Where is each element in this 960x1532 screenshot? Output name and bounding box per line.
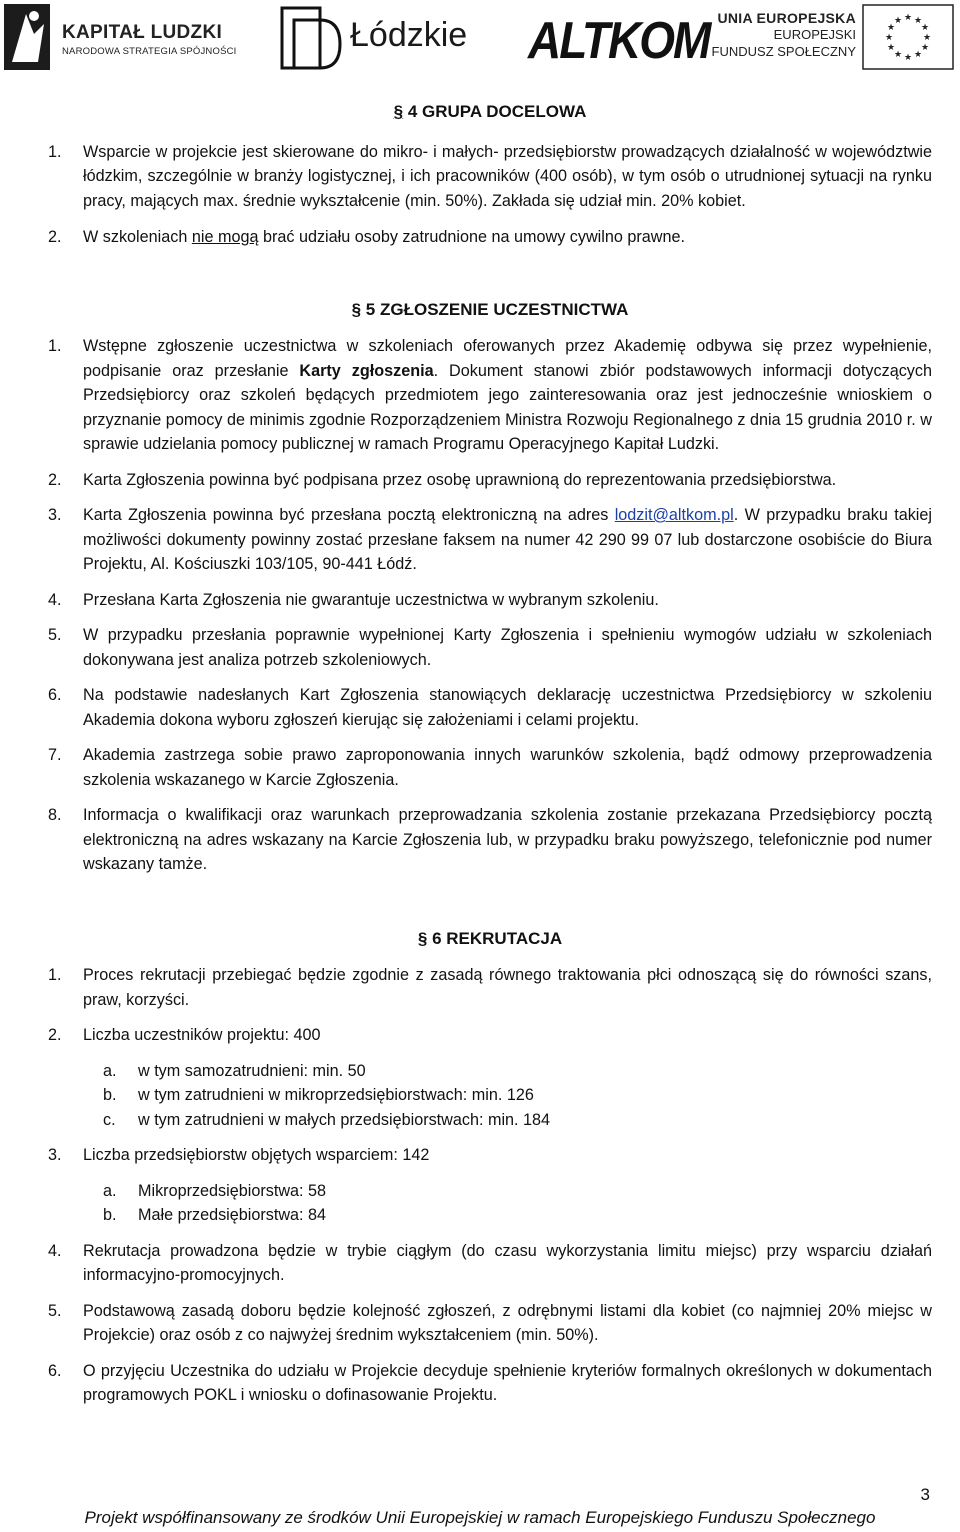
list-item — [48, 1239, 932, 1288]
item-text: Liczba przedsiębiorstw objętych wsparciem: 142 — [83, 1146, 430, 1164]
sub-item-letter: a. — [103, 1061, 117, 1080]
eu-line-3: FUNDUSZ SPOŁECZNY — [711, 44, 856, 59]
item-number: 2. — [48, 470, 62, 489]
item-text: O przyjęciu Uczestnika do udziału w Projekcie decyduje spełnienie kryteriów formalnych określonych w dokumentach programowych POKL i wniosku o dofinasowanie Projektu. — [83, 1361, 932, 1404]
lodzkie-logo — [280, 0, 470, 78]
bold-text: Karty zgłoszenia — [299, 361, 434, 380]
svg-text:★: ★ — [920, 43, 930, 53]
item-text: Liczba uczestników projektu: 400 — [83, 1026, 321, 1044]
page-number: 3 — [920, 1485, 930, 1504]
item-number: 1. — [48, 142, 62, 161]
item-text: Proces rekrutacji przebiegać będzie zgodnie z zasadą równego traktowania płci odnoszącą się do równości szans, praw, korzyści. — [83, 966, 932, 1009]
list-item — [48, 683, 932, 732]
document-body — [48, 96, 932, 1408]
item-number: 3. — [48, 506, 62, 524]
eu-flag-icon — [862, 4, 954, 70]
list-item — [48, 334, 932, 457]
sub-list-item — [48, 1179, 932, 1204]
item-text — [83, 225, 932, 250]
item-text: Informacja o kwalifikacji oraz warunkach przeprowadzania szkolenia zostanie przekazana Przedsiębiorcy pocztą elektroniczną na adres wskazany na Karcie Zgłoszenia lub, w przypadku braku powyższego, telefonicznie pod numer wskazany tamże. — [83, 806, 932, 873]
item-number: 7. — [48, 746, 62, 764]
section-6-title: 6 REKRUTACJA — [427, 928, 563, 948]
sub-list — [48, 1179, 932, 1228]
svg-text:★: ★ — [913, 50, 923, 60]
svg-text:★: ★ — [893, 50, 903, 60]
sub-item-text: Małe przedsiębiorstwa: 84 — [138, 1206, 327, 1224]
sub-item-letter: a. — [103, 1181, 117, 1200]
svg-text:★: ★ — [884, 33, 894, 43]
item-number: 1. — [48, 966, 62, 984]
kapital-ludzki-logo — [0, 0, 240, 78]
item-text: Na podstawie nadesłanych Kart Zgłoszenia stanowiących deklarację uczestnictwa Przedsiębiorcy w szkoleniu Akademia dokona wyboru zgłoszeń kierując się założeniami i celami projektu. — [83, 686, 932, 729]
item-number: 5. — [48, 1301, 62, 1320]
section-5-heading — [48, 298, 932, 323]
svg-text:★: ★ — [903, 13, 913, 23]
text-part: Karta Zgłoszenia powinna być przesłana pocztą elektroniczną na adres — [83, 506, 615, 524]
item-text: Karta Zgłoszenia powinna być podpisana przez osobę uprawnioną do reprezentowania przedsiębiorstwa. — [83, 470, 837, 489]
sub-item-letter: b. — [103, 1206, 117, 1224]
sub-list — [48, 1059, 932, 1133]
sub-list-item — [48, 1203, 932, 1228]
list-item — [48, 803, 932, 877]
page-header — [0, 0, 960, 78]
item-number: 3. — [48, 1146, 62, 1164]
lodzkie-emblem-icon — [280, 6, 344, 70]
list-item — [48, 503, 932, 577]
text-part: W szkoleniach — [83, 228, 192, 246]
kapital-ludzki-title: KAPITAŁ LUDZKI — [62, 22, 223, 43]
section-5-title: 5 ZGŁOSZENIE UCZESTNICTWA — [361, 299, 629, 319]
paragraph-sign: § — [351, 299, 362, 319]
sub-item-letter: c. — [103, 1110, 116, 1129]
item-number: 6. — [48, 686, 62, 704]
list-item — [48, 1299, 932, 1348]
list-item — [48, 468, 932, 493]
eu-logo — [711, 0, 960, 78]
sub-list-item — [48, 1083, 932, 1108]
text-part: . Dokument stanowi zbiór podstawowych informacji dotyczących Przedsiębiorcy oraz szkoleń będących przedmiotem jego zainteresowania oraz jest jednocześnie wnioskiem o przyznanie pomocy de minimis zgodnie Rozporządzeniem Ministra Rozwoju Regionalnego z dnia 15 grudnia 2010 r. w sprawie udzielania pomocy publicznej w ramach Programu Operacyjnego Kapitał Ludzki. — [83, 361, 932, 453]
section-4-title: 4 GRUPA DOCELOWA — [403, 102, 587, 121]
text-part: . W przypadku braku takiej możliwości dokumenty powinny zostać przesłane faksem na numer 42 290 99 07 lub dostarczone osobiście do Biura Projektu, Al. Kościuszki 103/105, 90-441 Łódź. — [83, 506, 932, 573]
list-item — [48, 588, 932, 613]
svg-text:★: ★ — [893, 16, 903, 26]
section-6-heading — [48, 927, 932, 952]
sub-list-item — [48, 1059, 932, 1084]
list-item — [48, 1143, 932, 1168]
text-part: Wstępne zgłoszenie uczestnictwa w szkoleniach oferowanych przez Akademię odbywa się przez wypełnienie, podpisanie oraz przesłanie — [83, 337, 932, 380]
item-text: Przesłana Karta Zgłoszenia nie gwarantuje uczestnictwa w wybranym szkoleniu. — [83, 590, 659, 609]
item-text: Podstawową zasadą doboru będzie kolejność zgłoszeń, z odrębnymi listami dla kobiet (co najmniej 20% miejsc w Projekcie) oraz osób z co najwyżej średnim wykształceniem (min. 50%). — [83, 1301, 932, 1344]
item-text: Rekrutacja prowadzona będzie w trybie ciągłym (do czasu wykorzystania limitu miejsc) przy wsparciu działań informacyjno-promocyjnych. — [83, 1241, 932, 1284]
list-item — [48, 225, 932, 250]
section-4-heading — [48, 100, 932, 125]
list-item — [48, 963, 932, 1012]
lodzkie-text: Łódzkie — [350, 16, 468, 54]
list-item — [48, 623, 932, 672]
svg-text:★: ★ — [886, 23, 896, 33]
svg-text:★: ★ — [920, 23, 930, 33]
list-item — [48, 743, 932, 792]
kapital-ludzki-subtitle: NARODOWA STRATEGIA SPÓJNOŚCI — [62, 46, 237, 57]
svg-text:★: ★ — [886, 43, 896, 53]
sub-item-text: Mikroprzedsiębiorstwa: 58 — [138, 1181, 327, 1200]
text-part: brać udziału osoby zatrudnione na umowy cywilno prawne. — [258, 228, 685, 246]
page-footer: Projekt współfinansowany ze środków Unii Europejskiej w ramach Europejskiego Funduszu Społecznego — [84, 1508, 876, 1527]
list-item — [48, 1359, 932, 1408]
svg-text:★: ★ — [922, 33, 932, 43]
item-number: 8. — [48, 806, 62, 824]
item-text: W przypadku przesłania poprawnie wypełnionej Karty Zgłoszenia i spełnieniu wymogów udziału w szkoleniach dokonywana jest analiza potrzeb szkoleniowych. — [83, 626, 932, 669]
item-text — [83, 503, 932, 577]
email-link[interactable]: lodzit@altkom.pl — [614, 506, 734, 524]
paragraph-sign: § — [417, 928, 428, 948]
underlined-text: nie mogą — [191, 228, 259, 246]
item-text — [83, 334, 932, 457]
sub-list-item — [48, 1108, 932, 1133]
item-number: 4. — [48, 1241, 62, 1260]
altkom-text: ALTKOM — [528, 11, 710, 70]
paragraph-sign: § — [393, 102, 404, 121]
list-item — [48, 1023, 932, 1048]
item-number: 1. — [48, 337, 62, 355]
list-item — [48, 140, 932, 214]
item-text: Wsparcie w projekcie jest skierowane do mikro- i małych- przedsiębiorstw prowadzących działalność w województwie łódzkim, szczególnie w branży logistycznej, i ich pracowników (400 osób), w tym osób o utrudnionej sytuacji na rynku pracy, mających max. średnie wykształcenie (min. 50%). Zakłada się udział min. 20% kobiet. — [83, 142, 932, 210]
altkom-logo — [520, 0, 710, 78]
sub-item-text: w tym samozatrudnieni: min. 50 — [138, 1061, 366, 1080]
eu-line-2: EUROPEJSKI — [773, 27, 856, 42]
sub-item-letter: b. — [103, 1086, 117, 1104]
svg-text:★: ★ — [903, 53, 913, 63]
item-number: 5. — [48, 626, 62, 644]
sub-item-text: w tym zatrudnieni w mikroprzedsiębiorstwach: min. 126 — [138, 1086, 534, 1104]
item-number: 2. — [48, 228, 62, 246]
svg-text:★: ★ — [913, 16, 923, 26]
item-number: 2. — [48, 1026, 62, 1044]
item-number: 4. — [48, 590, 62, 609]
sub-item-text: w tym zatrudnieni w małych przedsiębiorstwach: min. 184 — [138, 1110, 551, 1129]
item-number: 6. — [48, 1361, 62, 1380]
kapital-ludzki-emblem-icon — [4, 4, 50, 70]
item-text: Akademia zastrzega sobie prawo zaproponowania innych warunków szkolenia, bądź odmowy przeprowadzenia szkolenia wskazanego w Karcie Zgłoszenia. — [83, 746, 932, 789]
eu-line-1: UNIA EUROPEJSKA — [717, 10, 856, 26]
